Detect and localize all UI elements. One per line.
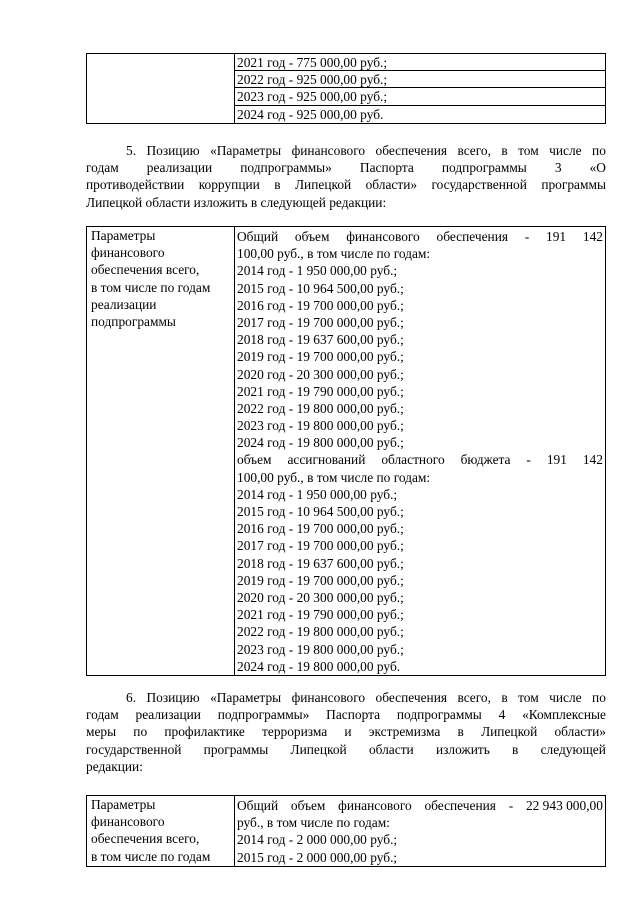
para5-line3 bbox=[86, 176, 606, 193]
word: подпрограммы» bbox=[217, 707, 310, 723]
table-row: 2019 год - 19 700 000,00 руб.; bbox=[237, 349, 404, 365]
table-row: 2014 год - 1 950 000,00 руб.; bbox=[237, 486, 398, 502]
word: «О bbox=[589, 160, 606, 176]
para6-line4 bbox=[86, 741, 606, 758]
word: 4 bbox=[498, 707, 506, 723]
word: «Комплексные bbox=[522, 707, 606, 723]
table-row: 2017 год - 19 700 000,00 руб.; bbox=[237, 538, 404, 554]
table6-value-cell bbox=[235, 796, 605, 866]
table-row: 2023 год - 925 000,00 руб.; bbox=[235, 88, 605, 105]
word: Общий bbox=[237, 798, 279, 813]
word: области» bbox=[554, 724, 606, 740]
word: в bbox=[501, 690, 508, 705]
table5-label-cell bbox=[87, 227, 235, 675]
table-row: 2024 год - 925 000,00 руб. bbox=[237, 106, 384, 122]
para6-line1 bbox=[86, 689, 606, 706]
table-row: 2015 год - 2 000 000,00 руб.; bbox=[237, 849, 398, 865]
word: финансового bbox=[291, 690, 366, 705]
word: по bbox=[133, 724, 148, 740]
table-row: 2022 год - 925 000,00 руб.; bbox=[235, 71, 605, 88]
word: «Параметры bbox=[210, 143, 282, 158]
para6-line3 bbox=[86, 723, 606, 740]
word: по bbox=[592, 690, 606, 705]
table-row: 2020 год - 20 300 000,00 руб.; bbox=[237, 366, 404, 382]
table-row: финансового bbox=[91, 245, 165, 261]
table-row: 2024 год - 19 800 000,00 руб. bbox=[237, 658, 401, 674]
word: Позицию bbox=[146, 143, 200, 158]
word: программы bbox=[541, 177, 606, 193]
word: области bbox=[368, 741, 414, 757]
word: в bbox=[274, 177, 281, 193]
table-row: 2017 год - 19 700 000,00 руб.; bbox=[237, 314, 404, 330]
table-row: 2024 год - 19 800 000,00 руб.; bbox=[237, 435, 404, 451]
word: 191 bbox=[546, 452, 567, 468]
table-row: 2023 год - 19 800 000,00 руб.; bbox=[237, 418, 404, 434]
table-row: 2015 год - 10 964 500,00 руб.; bbox=[237, 504, 404, 519]
word: 191 bbox=[546, 229, 567, 244]
word: - bbox=[526, 452, 531, 468]
word: финансового bbox=[291, 143, 366, 158]
word: всего, bbox=[457, 690, 491, 705]
table6-label-cell bbox=[87, 796, 235, 866]
table-row: Параметры bbox=[91, 228, 156, 243]
table-6 bbox=[86, 795, 606, 867]
word: финансового bbox=[346, 229, 420, 244]
table-row: в том числе по годам bbox=[91, 279, 211, 295]
word: Паспорта bbox=[326, 707, 381, 723]
table-top-left-cell bbox=[87, 54, 235, 123]
word: годам bbox=[86, 160, 119, 176]
word: Паспорта bbox=[359, 160, 414, 176]
word: области» bbox=[365, 177, 418, 193]
word: областного bbox=[381, 452, 445, 468]
word: профилактике bbox=[164, 724, 245, 740]
word: 22 943 000,00 bbox=[525, 798, 603, 813]
word: государственной bbox=[86, 741, 182, 757]
word: числе bbox=[549, 143, 582, 158]
para5-line1 bbox=[86, 142, 606, 159]
table-top bbox=[86, 53, 606, 124]
para5-line4: Липецкой области изложить в следующей редакции: bbox=[86, 194, 387, 210]
word: в bbox=[512, 741, 519, 757]
table-row: 2014 год - 1 950 000,00 руб.; bbox=[237, 263, 398, 279]
table-row: 2022 год - 19 800 000,00 руб.; bbox=[237, 624, 404, 640]
word: 142 bbox=[582, 229, 603, 244]
word: всего, bbox=[457, 143, 491, 158]
word: числе bbox=[549, 690, 582, 705]
word: Общий bbox=[237, 229, 279, 244]
table6-total-line bbox=[235, 797, 605, 814]
word: объем bbox=[237, 452, 272, 468]
table-row: в том числе по годам bbox=[91, 848, 211, 864]
word: в bbox=[501, 143, 508, 158]
word: объем bbox=[294, 229, 330, 244]
table-row: подпрограммы bbox=[91, 313, 176, 329]
table6-total-cont: руб., в том числе по годам: bbox=[237, 815, 390, 831]
word: экстремизма bbox=[368, 724, 441, 740]
word: 6. bbox=[126, 690, 137, 705]
table-row: 2022 год - 19 800 000,00 руб.; bbox=[237, 400, 404, 416]
word: обеспечения bbox=[424, 798, 496, 813]
word: 5. bbox=[126, 143, 137, 158]
word: по bbox=[592, 143, 606, 158]
word: Липецкой bbox=[481, 724, 538, 740]
word: государственной bbox=[431, 177, 527, 193]
table-row: финансового bbox=[91, 814, 165, 830]
table5-budget-line bbox=[235, 451, 605, 468]
table-row: обеспечения всего, bbox=[91, 831, 200, 847]
table-row: 2021 год - 775 000,00 руб.; bbox=[235, 54, 605, 71]
word: годам bbox=[86, 707, 119, 723]
table-row: 2014 год - 2 000 000,00 руб.; bbox=[237, 832, 398, 848]
word: ассигнований bbox=[287, 452, 366, 468]
table-5 bbox=[86, 226, 606, 676]
table5-budget-cont: 100,00 руб., в том числе по годам: bbox=[237, 469, 431, 485]
word: «Параметры bbox=[210, 690, 282, 705]
table-row: 2021 год - 19 790 000,00 руб.; bbox=[237, 383, 404, 399]
table-row: Параметры bbox=[91, 797, 156, 812]
word: в bbox=[457, 724, 464, 740]
table5-value-cell bbox=[235, 227, 605, 675]
table5-total-line bbox=[235, 228, 605, 245]
table-row: 2023 год - 19 800 000,00 руб.; bbox=[237, 641, 404, 657]
table-row: 2015 год - 10 964 500,00 руб.; bbox=[237, 280, 404, 296]
word: изложить bbox=[435, 741, 490, 757]
table-top-right-cell bbox=[235, 54, 605, 123]
word: подпрограммы» bbox=[240, 160, 332, 176]
table-row: 2016 год - 19 700 000,00 руб.; bbox=[237, 297, 404, 313]
para6-line5: редакции: bbox=[86, 758, 143, 774]
word: подпрограммы bbox=[441, 160, 527, 176]
table-row: обеспечения всего, bbox=[91, 262, 200, 278]
word: том bbox=[518, 143, 539, 158]
table-row: 2016 год - 19 700 000,00 руб.; bbox=[237, 521, 404, 537]
word: финансового bbox=[338, 798, 412, 813]
table-row: 2018 год - 19 637 600,00 руб.; bbox=[237, 332, 404, 348]
word: следующей bbox=[540, 741, 606, 757]
word: подпрограммы bbox=[396, 707, 482, 723]
word: 142 bbox=[582, 452, 603, 468]
word: обеспечения bbox=[375, 143, 448, 158]
word: Липецкой bbox=[290, 741, 347, 757]
word: реализации bbox=[146, 160, 213, 176]
word: реализации bbox=[135, 707, 201, 723]
table-row: 2019 год - 19 700 000,00 руб.; bbox=[237, 572, 404, 588]
word: том bbox=[518, 690, 539, 705]
word: бюджета bbox=[460, 452, 511, 468]
table-row: 2018 год - 19 637 600,00 руб.; bbox=[237, 555, 404, 571]
word: 3 bbox=[554, 160, 562, 176]
word: и bbox=[344, 724, 352, 740]
word: обеспечения bbox=[375, 690, 448, 705]
word: - bbox=[508, 798, 514, 813]
word: - bbox=[524, 229, 530, 244]
word: обеспечения bbox=[436, 229, 509, 244]
table-row: реализации bbox=[91, 296, 157, 312]
paragraph-5 bbox=[86, 142, 606, 211]
paragraph-6 bbox=[86, 689, 606, 775]
para6-line2 bbox=[86, 706, 606, 723]
table5-total-cont: 100,00 руб., в том числе по годам: bbox=[237, 246, 431, 262]
word: Позицию bbox=[146, 690, 200, 705]
word: программы bbox=[203, 741, 269, 757]
table-row: 2020 год - 20 300 000,00 руб.; bbox=[237, 589, 404, 605]
word: Липецкой bbox=[294, 177, 352, 193]
word: противодействии bbox=[86, 177, 185, 193]
para5-line2 bbox=[86, 159, 606, 176]
word: меры bbox=[86, 724, 117, 740]
word: терроризма bbox=[262, 724, 328, 740]
table-row: 2021 год - 19 790 000,00 руб.; bbox=[237, 607, 404, 623]
word: коррупции bbox=[198, 177, 260, 193]
word: объем bbox=[290, 798, 326, 813]
